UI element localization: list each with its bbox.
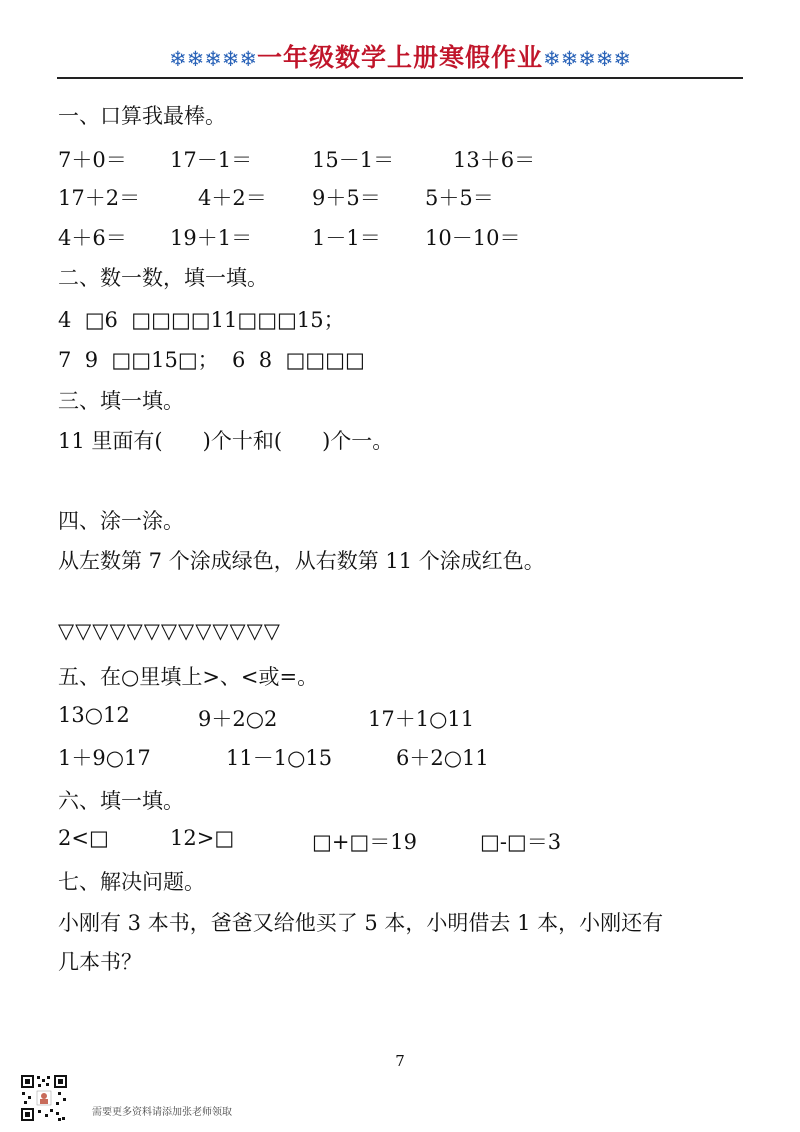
qr-caption: 需要更多资料请添加张老师领取: [92, 1107, 232, 1118]
problem: 17＋2＝: [58, 186, 141, 210]
compare-problem: 9＋2○2: [198, 707, 278, 731]
problem: 17－1＝: [170, 148, 253, 172]
sequence-line-1: 4 □6 □□□□11□□□15；: [58, 308, 345, 332]
snowflake-icons-right: ❄❄❄❄❄: [543, 47, 631, 71]
snowflake-icons-left: ❄❄❄❄❄: [169, 47, 257, 71]
page-number: 7: [395, 1052, 405, 1070]
section-6-title: 六、填一填。: [58, 789, 184, 813]
compare-problem: 6＋2○11: [396, 746, 489, 770]
section-3-title: 三、填一填。: [58, 389, 184, 413]
section-7-title: 七、解决问题。: [58, 870, 205, 894]
problem: 13＋6＝: [453, 148, 536, 172]
problem: 10－10＝: [425, 226, 521, 250]
section-5-title: 五、在○里填上>、<或=。: [58, 665, 319, 689]
problem: 5＋5＝: [425, 186, 494, 210]
inequality-item: 2<□: [58, 826, 109, 850]
section-1-title: 一、口算我最棒。: [58, 104, 226, 128]
triangle-row: ▽▽▽▽▽▽▽▽▽▽▽▽▽: [58, 619, 281, 643]
compare-problem: 13○12: [58, 703, 130, 727]
header-title: 一年级数学上册寒假作业: [256, 43, 543, 72]
problem: 4＋2＝: [198, 186, 267, 210]
header-divider: [57, 77, 743, 79]
problem: 19＋1＝: [170, 226, 253, 250]
word-problem-line-2: 几本书？: [58, 950, 142, 974]
page-header: [0, 38, 800, 74]
equation-item: □-□＝3: [480, 830, 562, 854]
word-problem-line-1: 小刚有 3 本书，爸爸又给他买了 5 本，小明借去 1 本，小刚还有: [58, 911, 664, 935]
fill-blank-line: 11 里面有( )个十和( )个一。: [58, 429, 394, 453]
compare-problem: 17＋1○11: [368, 707, 475, 731]
problem: 1－1＝: [312, 226, 381, 250]
problem: 7＋0＝: [58, 148, 127, 172]
section-4-title: 四、涂一涂。: [58, 509, 184, 533]
section-2-title: 二、数一数，填一填。: [58, 266, 268, 290]
sequence-line-2: 7 9 □□15□； 6 8 □□□□: [58, 348, 365, 372]
inequality-item: 12>□: [170, 826, 235, 850]
qr-code-icon: [20, 1074, 68, 1122]
problem: 4＋6＝: [58, 226, 127, 250]
problem: 9＋5＝: [312, 186, 381, 210]
compare-problem: 11－1○15: [226, 746, 333, 770]
problem: 15－1＝: [312, 148, 395, 172]
coloring-instruction: 从左数第 7 个涂成绿色，从右数第 11 个涂成红色。: [58, 549, 545, 573]
compare-problem: 1＋9○17: [58, 746, 151, 770]
equation-item: □+□＝19: [312, 830, 417, 854]
